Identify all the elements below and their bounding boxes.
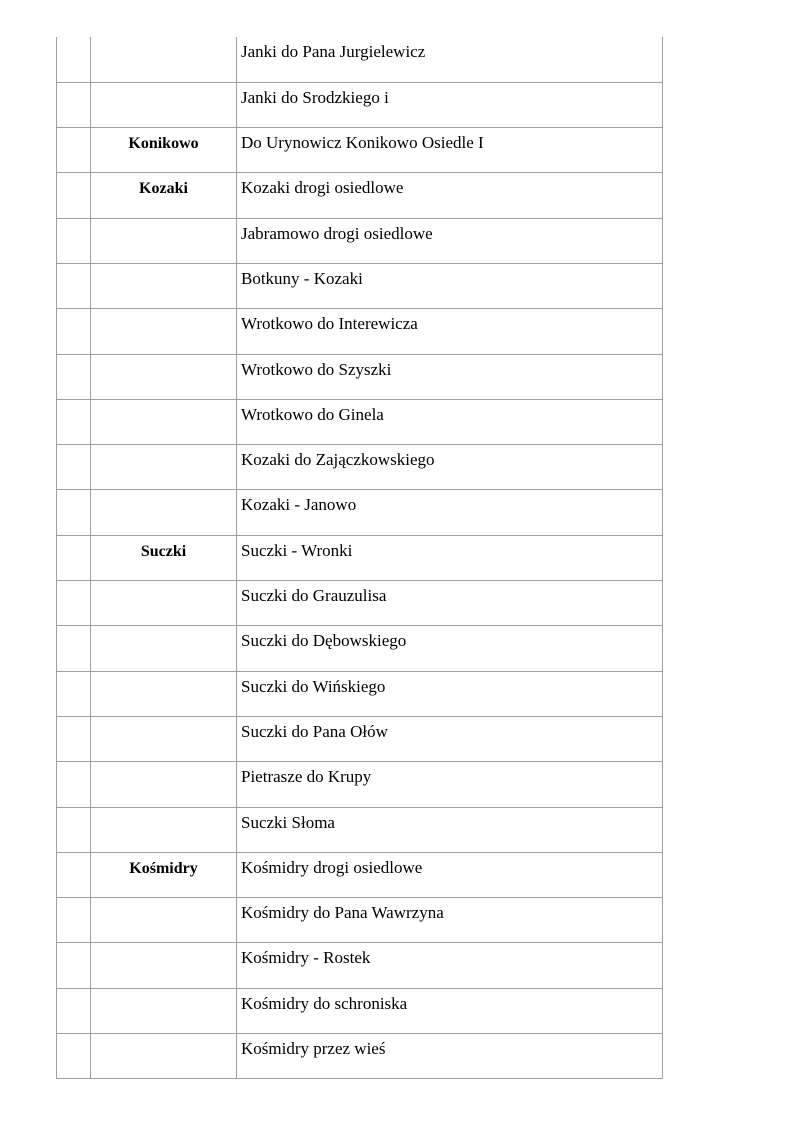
table-row (57, 490, 663, 535)
road-name-cell: Wrotkowo do Szyszki (237, 354, 663, 399)
table-row (57, 898, 663, 943)
table-row (57, 988, 663, 1033)
locality-cell (91, 309, 237, 354)
row-number-cell (57, 535, 91, 580)
table-row (57, 626, 663, 671)
row-number-cell (57, 309, 91, 354)
road-name-cell: Jabramowo drogi osiedlowe (237, 218, 663, 263)
locality-cell (91, 399, 237, 444)
locality-cell (91, 671, 237, 716)
road-name-cell: Kośmidry do schroniska (237, 988, 663, 1033)
locality-cell: Suczki (91, 535, 237, 580)
locality-cell (91, 716, 237, 761)
locality-cell (91, 807, 237, 852)
table-row (57, 852, 663, 897)
table-row (57, 399, 663, 444)
road-name-cell: Wrotkowo do Ginela (237, 399, 663, 444)
row-number-cell (57, 716, 91, 761)
row-number-cell (57, 762, 91, 807)
row-number-cell (57, 898, 91, 943)
road-name-cell: Suczki do Wińskiego (237, 671, 663, 716)
road-name-cell: Suczki do Pana Ołów (237, 716, 663, 761)
table-row (57, 671, 663, 716)
table-row (57, 762, 663, 807)
locality-cell (91, 898, 237, 943)
table-row (57, 128, 663, 173)
locality-cell (91, 82, 237, 127)
table-row (57, 218, 663, 263)
row-number-cell (57, 263, 91, 308)
locality-cell (91, 218, 237, 263)
locality-cell: Kośmidry (91, 852, 237, 897)
row-number-cell (57, 581, 91, 626)
row-number-cell (57, 807, 91, 852)
table-row (57, 581, 663, 626)
table-row (57, 309, 663, 354)
locality-cell (91, 581, 237, 626)
row-number-cell (57, 82, 91, 127)
roads-table (56, 37, 663, 1079)
road-name-cell: Kozaki drogi osiedlowe (237, 173, 663, 218)
road-name-cell: Kośmidry - Rostek (237, 943, 663, 988)
road-name-cell: Kośmidry przez wieś (237, 1034, 663, 1079)
locality-cell: Konikowo (91, 128, 237, 173)
locality-cell (91, 445, 237, 490)
road-name-cell: Janki do Pana Jurgielewicz (237, 37, 663, 82)
row-number-cell (57, 128, 91, 173)
table-row (57, 37, 663, 82)
locality-cell: Kozaki (91, 173, 237, 218)
road-name-cell: Kośmidry drogi osiedlowe (237, 852, 663, 897)
road-name-cell: Pietrasze do Krupy (237, 762, 663, 807)
road-name-cell: Janki do Srodzkiego i (237, 82, 663, 127)
row-number-cell (57, 671, 91, 716)
locality-cell (91, 762, 237, 807)
table-row (57, 445, 663, 490)
road-name-cell: Suczki - Wronki (237, 535, 663, 580)
table-row (57, 263, 663, 308)
row-number-cell (57, 852, 91, 897)
locality-cell (91, 490, 237, 535)
locality-cell (91, 263, 237, 308)
locality-cell (91, 626, 237, 671)
roads-table-body (57, 37, 663, 1079)
table-row (57, 807, 663, 852)
row-number-cell (57, 399, 91, 444)
locality-cell (91, 1034, 237, 1079)
table-row (57, 173, 663, 218)
locality-cell (91, 943, 237, 988)
row-number-cell (57, 490, 91, 535)
row-number-cell (57, 218, 91, 263)
table-row (57, 943, 663, 988)
road-name-cell: Suczki Słoma (237, 807, 663, 852)
table-row (57, 716, 663, 761)
road-name-cell: Suczki do Grauzulisa (237, 581, 663, 626)
road-name-cell: Kozaki - Janowo (237, 490, 663, 535)
locality-cell (91, 37, 237, 82)
row-number-cell (57, 37, 91, 82)
row-number-cell (57, 988, 91, 1033)
row-number-cell (57, 1034, 91, 1079)
row-number-cell (57, 354, 91, 399)
locality-cell (91, 988, 237, 1033)
locality-cell (91, 354, 237, 399)
road-name-cell: Botkuny - Kozaki (237, 263, 663, 308)
row-number-cell (57, 445, 91, 490)
row-number-cell (57, 943, 91, 988)
table-row (57, 354, 663, 399)
road-name-cell: Kozaki do Zajączkowskiego (237, 445, 663, 490)
road-name-cell: Kośmidry do Pana Wawrzyna (237, 898, 663, 943)
road-name-cell: Wrotkowo do Interewicza (237, 309, 663, 354)
table-row (57, 1034, 663, 1079)
row-number-cell (57, 626, 91, 671)
table-row (57, 82, 663, 127)
road-name-cell: Do Urynowicz Konikowo Osiedle I (237, 128, 663, 173)
road-name-cell: Suczki do Dębowskiego (237, 626, 663, 671)
row-number-cell (57, 173, 91, 218)
table-row (57, 535, 663, 580)
